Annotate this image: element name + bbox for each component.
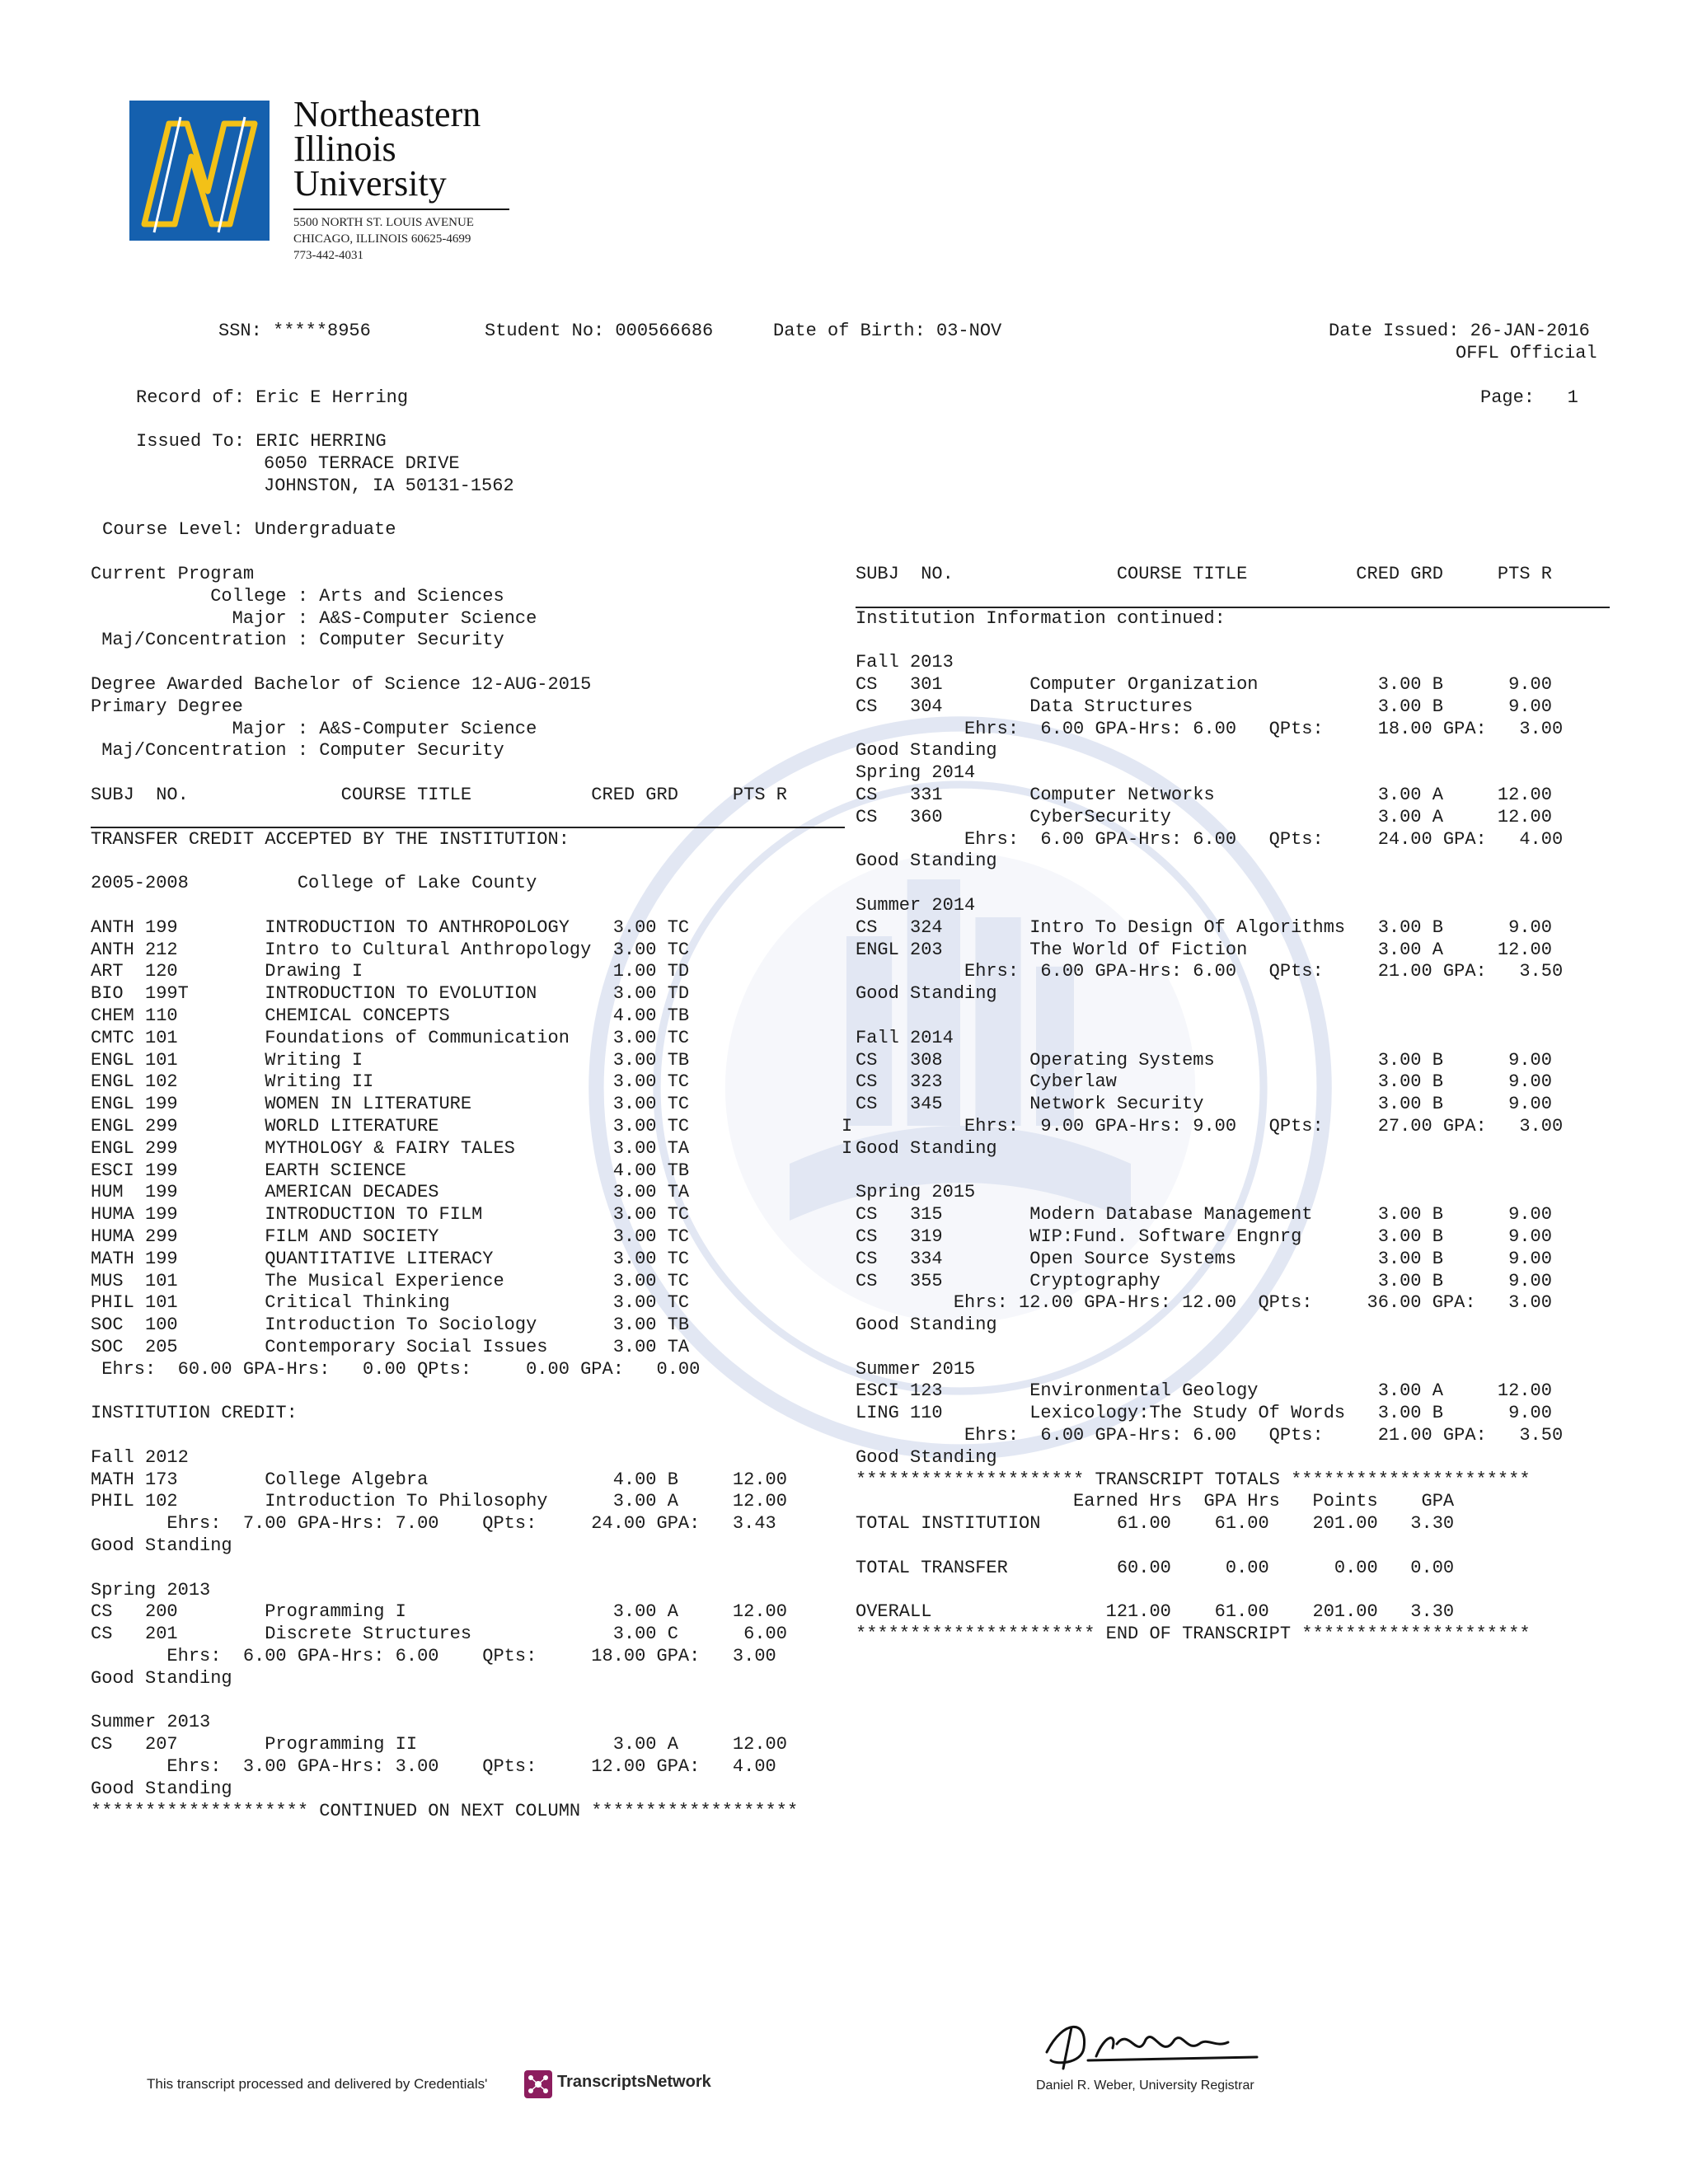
right-transcript-line: Fall 2014 xyxy=(856,1027,954,1048)
right-transcript-line: Ehrs: 12.00 GPA-Hrs: 12.00 QPts: 36.00 GPA: 3.00 xyxy=(856,1292,1552,1314)
ssn: SSN: *****8956 xyxy=(218,321,371,341)
right-transcript-line: CS 345 Network Security 3.00 B 9.00 xyxy=(856,1094,1552,1115)
right-transcript-line: LING 110 Lexicology:The Study Of Words 3.00 B 9.00 xyxy=(856,1403,1552,1424)
left-transcript-line xyxy=(91,1380,852,1403)
left-transcript-line: SUBJ NO. COURSE TITLE CRED GRD PTS R xyxy=(91,784,787,805)
left-column xyxy=(91,564,852,1822)
university-phone: 773-442-4031 xyxy=(293,249,363,262)
issued-to-street: 6050 TERRACE DRIVE xyxy=(264,453,460,474)
left-transcript-line: CMTC 101 Foundations of Communication 3.00 TC xyxy=(91,1027,690,1048)
right-transcript-line xyxy=(856,1160,1563,1183)
left-transcript-line: ART 120 Drawing I 1.00 TD xyxy=(91,961,690,982)
left-transcript-line: BIO 199T INTRODUCTION TO EVOLUTION 3.00 TD xyxy=(91,983,690,1005)
registrar-name: Daniel R. Weber, University Registrar xyxy=(1036,2079,1254,2093)
right-transcript-line: CS 308 Operating Systems 3.00 B 9.00 xyxy=(856,1049,1552,1071)
right-transcript-line: CS 360 CyberSecurity 3.00 A 12.00 xyxy=(856,806,1552,827)
right-header-rule xyxy=(856,607,1610,608)
right-transcript-line: SUBJ NO. COURSE TITLE CRED GRD PTS R xyxy=(856,564,1552,584)
right-transcript-line: CS 301 Computer Organization 3.00 B 9.00 xyxy=(856,673,1552,695)
issued-to-city: JOHNSTON, IA 50131-1562 xyxy=(264,476,514,496)
right-transcript-line: CS 323 Cyberlaw 3.00 B 9.00 xyxy=(856,1071,1552,1093)
left-transcript-line: Current Program xyxy=(91,564,255,584)
logo-underline xyxy=(293,209,509,210)
right-transcript-line: Summer 2014 xyxy=(856,894,976,916)
date-issued: Date Issued: 26-JAN-2016 xyxy=(1329,321,1590,341)
left-transcript-line: Primary Degree xyxy=(91,696,243,717)
right-transcript-line: Good Standing xyxy=(856,1137,997,1159)
university-address xyxy=(293,214,474,264)
right-transcript-line: CS 304 Data Structures 3.00 B 9.00 xyxy=(856,696,1552,717)
right-transcript-line: CS 355 Cryptography 3.00 B 9.00 xyxy=(856,1270,1552,1291)
left-transcript-line: Ehrs: 6.00 GPA-Hrs: 6.00 QPts: 18.00 GPA: 3.00 xyxy=(91,1646,776,1667)
left-transcript-line: TRANSFER CREDIT ACCEPTED BY THE INSTITUTION: xyxy=(91,828,570,850)
left-transcript-line: 2005-2008 College of Lake County xyxy=(91,873,537,894)
left-header-rule xyxy=(91,827,845,828)
right-transcript-line xyxy=(856,1580,1563,1602)
right-transcript-line: CS 315 Modern Database Management 3.00 B 9.00 xyxy=(856,1204,1552,1226)
left-transcript-line: CS 201 Discrete Structures 3.00 C 6.00 xyxy=(91,1624,787,1645)
left-transcript-line: ENGL 299 WORLD LITERATURE 3.00 TC I xyxy=(91,1115,853,1137)
left-transcript-line: Good Standing xyxy=(91,1535,232,1557)
left-transcript-line: Major : A&S-Computer Science xyxy=(91,718,537,739)
official-stamp: OFFL Official xyxy=(1456,343,1597,363)
niu-logo-icon xyxy=(129,101,270,241)
record-of: Record of: Eric E Herring xyxy=(136,387,409,408)
left-transcript-line: MATH 199 QUANTITATIVE LITERACY 3.00 TC xyxy=(91,1248,690,1269)
left-transcript-line: Degree Awarded Bachelor of Science 12-AUG-2015 xyxy=(91,673,592,695)
right-transcript-line: ********************* TRANSCRIPT TOTALS ********************** xyxy=(856,1469,1531,1490)
right-transcript-line: CS 319 WIP:Fund. Software Engnrg 3.00 B 9.00 xyxy=(856,1226,1552,1247)
right-transcript-line: Good Standing xyxy=(856,1446,997,1468)
right-transcript-line: Spring 2014 xyxy=(856,762,976,784)
left-transcript-line: MATH 173 College Algebra 4.00 B 12.00 xyxy=(91,1469,787,1490)
right-transcript-line xyxy=(856,1535,1563,1558)
left-transcript-line: Maj/Concentration : Computer Security xyxy=(91,630,504,651)
left-transcript-line: ENGL 102 Writing II 3.00 TC xyxy=(91,1071,690,1093)
right-transcript-line xyxy=(856,1337,1563,1359)
right-transcript-line: TOTAL TRANSFER 60.00 0.00 0.00 0.00 xyxy=(856,1557,1455,1578)
left-transcript-line: ******************** CONTINUED ON NEXT COLUMN ******************* xyxy=(91,1800,799,1821)
right-transcript-line: Ehrs: 9.00 GPA-Hrs: 9.00 QPts: 27.00 GPA: 3.00 xyxy=(856,1115,1564,1137)
left-transcript-line: Good Standing xyxy=(91,1778,232,1799)
right-transcript-line: Ehrs: 6.00 GPA-Hrs: 6.00 QPts: 24.00 GPA: 4.00 xyxy=(856,828,1564,850)
right-transcript-line: Ehrs: 6.00 GPA-Hrs: 6.00 QPts: 18.00 GPA: 3.00 xyxy=(856,718,1564,739)
university-name-line3: University xyxy=(293,163,447,204)
right-transcript-line: Fall 2013 xyxy=(856,652,954,673)
page-number: Page: 1 xyxy=(1480,387,1578,408)
right-transcript-line xyxy=(856,586,1563,608)
right-transcript-line: TOTAL INSTITUTION 61.00 61.00 201.00 3.30 xyxy=(856,1513,1455,1535)
left-transcript-line: ANTH 199 INTRODUCTION TO ANTHROPOLOGY 3.00 TC xyxy=(91,916,690,938)
transcripts-network-name: TranscriptsNetwork xyxy=(557,2073,711,2091)
left-transcript-line: INSTITUTION CREDIT: xyxy=(91,1403,298,1424)
university-name-line1: Northeastern xyxy=(293,94,481,134)
right-transcript-line xyxy=(856,873,1563,895)
right-column xyxy=(856,564,1563,1646)
left-transcript-line: Good Standing xyxy=(91,1667,232,1689)
right-transcript-line: Good Standing xyxy=(856,851,997,872)
right-transcript-line: Good Standing xyxy=(856,740,997,762)
left-transcript-line: ENGL 199 WOMEN IN LITERATURE 3.00 TC xyxy=(91,1094,690,1115)
left-transcript-line: HUMA 199 INTRODUCTION TO FILM 3.00 TC xyxy=(91,1204,690,1226)
right-transcript-line: ESCI 123 Environmental Geology 3.00 A 12.00 xyxy=(856,1380,1552,1402)
right-transcript-line: Ehrs: 6.00 GPA-Hrs: 6.00 QPts: 21.00 GPA: 3.50 xyxy=(856,1425,1564,1446)
right-transcript-line: Institution Information continued: xyxy=(856,607,1226,629)
left-transcript-line: MUS 101 The Musical Experience 3.00 TC xyxy=(91,1270,690,1291)
right-transcript-line: Ehrs: 6.00 GPA-Hrs: 6.00 QPts: 21.00 GPA: 3.50 xyxy=(856,961,1564,982)
left-transcript-line xyxy=(91,762,852,785)
left-transcript-line: PHIL 102 Introduction To Philosophy 3.00 A 12.00 xyxy=(91,1491,787,1512)
left-transcript-line: Ehrs: 60.00 GPA-Hrs: 0.00 QPts: 0.00 GPA: 0.00 xyxy=(91,1358,701,1380)
address-line2: CHICAGO, ILLINOIS 60625-4699 xyxy=(293,232,471,246)
registrar-signature xyxy=(1039,2011,1269,2077)
university-name-line2: Illinois xyxy=(293,129,396,169)
right-transcript-line: ********************** END OF TRANSCRIPT ********************* xyxy=(856,1624,1531,1645)
left-transcript-line: CS 200 Programming I 3.00 A 12.00 xyxy=(91,1601,787,1623)
left-transcript-line: Ehrs: 3.00 GPA-Hrs: 3.00 QPts: 12.00 GPA: 4.00 xyxy=(91,1756,776,1778)
left-transcript-line: ESCI 199 EARTH SCIENCE 4.00 TB xyxy=(91,1160,690,1181)
right-transcript-line xyxy=(856,1005,1563,1028)
address-line1: 5500 NORTH ST. LOUIS AVENUE xyxy=(293,216,474,229)
left-transcript-line: SOC 100 Introduction To Sociology 3.00 TB xyxy=(91,1315,690,1336)
left-transcript-line xyxy=(91,895,852,917)
right-transcript-line: Summer 2015 xyxy=(856,1358,976,1380)
right-transcript-line: CS 324 Intro To Design Of Algorithms 3.00 B 9.00 xyxy=(856,916,1552,938)
right-transcript-line: Spring 2015 xyxy=(856,1182,976,1203)
left-transcript-line xyxy=(91,1690,852,1713)
left-transcript-line xyxy=(91,807,852,829)
left-transcript-line xyxy=(91,851,852,873)
right-transcript-line: CS 334 Open Source Systems 3.00 B 9.00 xyxy=(856,1248,1552,1269)
left-transcript-line: Fall 2012 xyxy=(91,1446,189,1468)
left-transcript-line: HUMA 299 FILM AND SOCIETY 3.00 TC xyxy=(91,1226,690,1247)
right-transcript-line: Good Standing xyxy=(856,983,997,1005)
transcripts-network-icon xyxy=(524,2070,552,2098)
processed-note: This transcript processed and delivered by Credentials' xyxy=(147,2076,488,2092)
course-level: Course Level: Undergraduate xyxy=(102,519,396,540)
issued-to: Issued To: ERIC HERRING xyxy=(136,431,387,452)
left-transcript-line: PHIL 101 Critical Thinking 3.00 TC xyxy=(91,1292,690,1314)
left-transcript-line: Ehrs: 7.00 GPA-Hrs: 7.00 QPts: 24.00 GPA: 3.43 xyxy=(91,1513,776,1535)
right-transcript-line: OVERALL 121.00 61.00 201.00 3.30 xyxy=(856,1601,1455,1623)
left-transcript-line: ENGL 299 MYTHOLOGY & FAIRY TALES 3.00 TA I xyxy=(91,1137,853,1159)
date-of-birth: Date of Birth: 03-NOV xyxy=(773,321,1002,341)
left-transcript-line: College : Arts and Sciences xyxy=(91,585,504,607)
left-transcript-line: HUM 199 AMERICAN DECADES 3.00 TA xyxy=(91,1182,690,1203)
student-number: Student No: 000566686 xyxy=(485,321,714,341)
left-transcript-line xyxy=(91,652,852,674)
right-transcript-line: Earned Hrs GPA Hrs Points GPA xyxy=(856,1491,1455,1512)
left-transcript-line: SOC 205 Contemporary Social Issues 3.00 TA xyxy=(91,1336,690,1357)
right-transcript-line xyxy=(856,630,1563,652)
left-transcript-line xyxy=(91,1558,852,1580)
left-transcript-line: Spring 2013 xyxy=(91,1579,211,1601)
right-transcript-line: ENGL 203 The World Of Fiction 3.00 A 12.00 xyxy=(856,939,1552,960)
university-name xyxy=(293,94,481,204)
left-transcript-line xyxy=(91,1425,852,1447)
left-transcript-line: Maj/Concentration : Computer Security xyxy=(91,740,504,762)
right-transcript-line: CS 331 Computer Networks 3.00 A 12.00 xyxy=(856,784,1552,805)
right-transcript-line: Good Standing xyxy=(856,1315,997,1336)
left-transcript-line: ANTH 212 Intro to Cultural Anthropology 3.00 TC xyxy=(91,939,690,960)
left-transcript-line: Summer 2013 xyxy=(91,1712,211,1733)
left-transcript-line: CS 207 Programming II 3.00 A 12.00 xyxy=(91,1734,787,1755)
left-transcript-line: ENGL 101 Writing I 3.00 TB xyxy=(91,1049,690,1071)
left-transcript-line: Major : A&S-Computer Science xyxy=(91,607,537,629)
left-transcript-line: CHEM 110 CHEMICAL CONCEPTS 4.00 TB xyxy=(91,1005,690,1026)
